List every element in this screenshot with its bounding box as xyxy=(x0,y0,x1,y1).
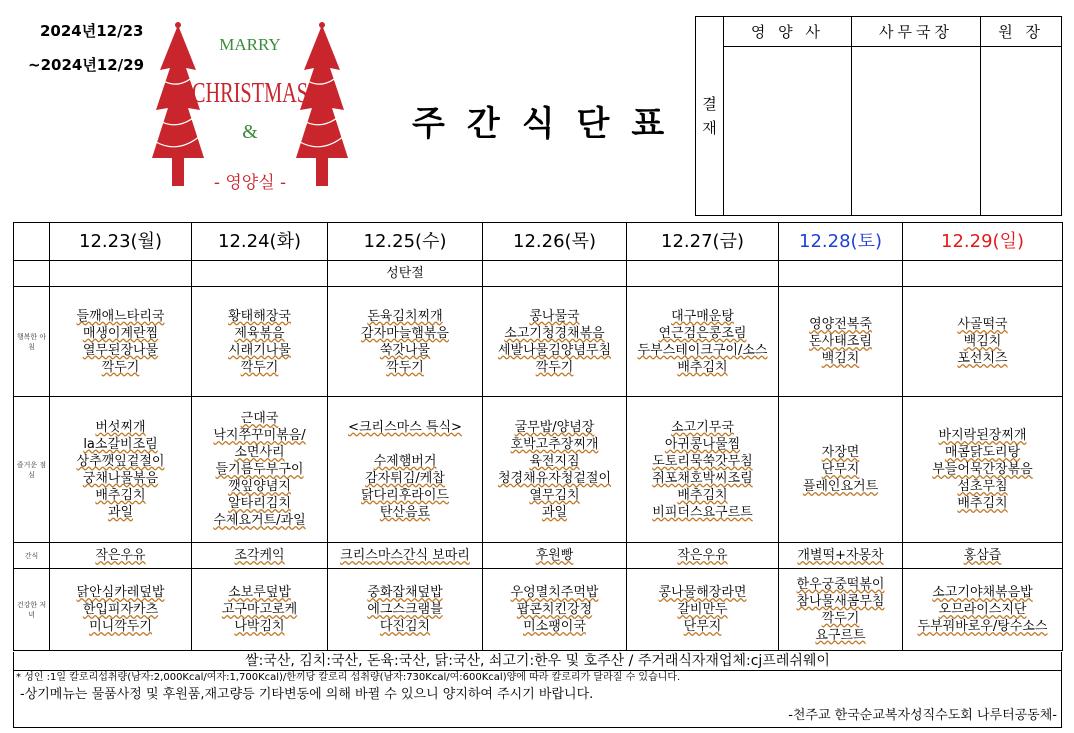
menu-item: 제육볶음 xyxy=(234,325,285,341)
menu-item: 중화잡채덮밥 xyxy=(367,585,443,600)
menu-item: 수제요거트/과일 xyxy=(213,513,306,528)
menu-cell xyxy=(328,543,483,569)
menu-item: 개별떡+자몽차 xyxy=(797,548,884,563)
meal-label: 행복한 아침 xyxy=(14,287,50,397)
menu-item: 돈사태조림 xyxy=(809,334,872,349)
menu-item: 도토리묵쑥갓무침 xyxy=(652,453,753,469)
meal-label: 건강한 저녁 xyxy=(14,569,50,651)
menu-item: 궁채나물볶음 xyxy=(82,470,159,486)
menu-item: 요구르트 xyxy=(815,627,866,643)
menu-item: 비피더스요구르트 xyxy=(652,504,753,520)
menu-cell xyxy=(328,287,483,397)
menu-item: 매생이계란찜 xyxy=(82,325,159,341)
menu-cell xyxy=(779,569,903,651)
menu-item: 굴무밥/양념장 xyxy=(514,419,595,435)
menu-item: 과일 xyxy=(541,504,568,520)
menu-item: 조각케익 xyxy=(234,548,285,563)
menu-item: 우엉멸치주먹밥 xyxy=(510,585,599,600)
menu-cell xyxy=(192,569,328,651)
holiday-cell: 성탄절 xyxy=(328,261,483,287)
date-wed: 12.25(수) xyxy=(328,223,483,261)
approval-sign-manager[interactable] xyxy=(851,47,980,216)
menu-item: 깻잎양념지 xyxy=(228,479,291,494)
menu-item: 크리스마스간식 보따리 xyxy=(340,548,470,563)
menu-item: 돈육김치찌개 xyxy=(367,308,443,324)
meal-label: 간식 xyxy=(14,543,50,569)
menu-item: 나박김치 xyxy=(234,619,285,634)
date-sun: 12.29(일) xyxy=(903,223,1063,261)
menu-item: 배추김치 xyxy=(957,496,1008,511)
date-thu: 12.26(목) xyxy=(483,223,627,261)
menu-cell xyxy=(903,543,1063,569)
approval-role-director: 원 장 xyxy=(981,17,1062,47)
menu-item: 고구마고로케 xyxy=(221,602,298,617)
menu-item: 섬초무침 xyxy=(957,479,1008,494)
meal-row-lunch xyxy=(14,397,1063,543)
menu-cell xyxy=(192,543,328,569)
menu-item: 육전지짐 xyxy=(529,453,580,469)
date-from: 2024년12/23 xyxy=(40,22,144,40)
logo-line4: - 영양실 - xyxy=(213,173,287,193)
christmas-logo xyxy=(150,10,350,210)
corner-cell xyxy=(14,223,50,261)
change-note: -상기메뉴는 물품사정 및 후원품,재고량등 기타변동에 의해 바뀔 수 있으니 양지하여 주시기 바랍니다. xyxy=(13,685,1062,705)
menu-item: 영양전복죽 xyxy=(809,317,872,332)
menu-item: 백김치 xyxy=(821,351,860,366)
date-mon: 12.23(월) xyxy=(50,223,192,261)
menu-cell xyxy=(50,397,192,543)
menu-item: 수제햄버거 xyxy=(373,453,437,469)
meal-row-breakfast xyxy=(14,287,1063,397)
menu-item: 팝콘치킨강정 xyxy=(516,602,593,617)
date-sat: 12.28(토) xyxy=(779,223,903,261)
logo-line2: CHRISTMAS xyxy=(192,77,308,109)
menu-item: 참나물새콤무침 xyxy=(796,593,885,609)
date-to: ~2024년12/29 xyxy=(28,56,145,74)
signature: -천주교 한국순교복자성직수도회 나루터공동체- xyxy=(13,705,1062,728)
menu-item: 깍두기 xyxy=(386,359,424,375)
corner-cell xyxy=(14,261,50,287)
menu-item: 사골떡국 xyxy=(957,317,1008,332)
approval-box xyxy=(695,16,1062,216)
menu-item: 다진김치 xyxy=(379,619,431,634)
menu-item: 갈비만두 xyxy=(677,602,728,617)
menu-cell xyxy=(483,397,627,543)
menu-item: 콩나물해장라면 xyxy=(658,585,747,600)
approval-role-manager: 사무국장 xyxy=(851,17,980,47)
menu-item: 근대국 xyxy=(240,411,279,426)
menu-cell xyxy=(192,287,328,397)
menu-item: 소고기무국 xyxy=(671,419,734,435)
ingredient-origin: 쌀:국산, 김치:국산, 돈육:국산, 닭:국산, 쇠고기:한우 및 호주산 / 주거래식자재업체:cj프레쉬웨이 xyxy=(13,652,1062,671)
menu-item: 감자튀김/케찹 xyxy=(365,470,445,486)
menu-item: 바지락된장찌개 xyxy=(938,428,1027,443)
menu-item: 황태해장국 xyxy=(228,308,291,324)
menu-item: 닭다리후라이드 xyxy=(361,487,449,503)
logo-line1: MARRY xyxy=(219,35,281,54)
menu-item: 미소팽이국 xyxy=(523,619,586,634)
logo-line3: & xyxy=(242,121,258,143)
menu-item: 깍두기 xyxy=(101,359,140,375)
menu-item: 작은우유 xyxy=(95,548,146,563)
meal-label: 즐거운 점심 xyxy=(14,397,50,543)
menu-item: 단무지 xyxy=(821,462,860,477)
menu-cell xyxy=(483,569,627,651)
menu-item: 단무지 xyxy=(683,619,722,634)
menu-cell xyxy=(903,397,1063,543)
holiday-cell xyxy=(903,261,1063,287)
menu-cell xyxy=(779,543,903,569)
date-row xyxy=(14,223,1063,261)
holiday-cell xyxy=(192,261,328,287)
holiday-cell xyxy=(627,261,779,287)
menu-item: 부들어묵간장볶음 xyxy=(932,462,1033,477)
menu-item: 배추김치 xyxy=(95,487,146,503)
menu-item: 과일 xyxy=(107,504,134,520)
menu-item: 아귀콩나물찜 xyxy=(664,436,741,452)
menu-item: la소갈비조림 xyxy=(83,436,158,452)
menu-item: 배추김치 xyxy=(677,487,728,503)
approval-sign-nutritionist[interactable] xyxy=(724,47,852,216)
menu-item: 작은우유 xyxy=(677,548,728,563)
menu-item: 소고기야채볶음밥 xyxy=(932,585,1033,600)
menu-cell xyxy=(192,397,328,543)
meal-row-dinner xyxy=(14,569,1063,651)
menu-item: 상추깻잎겉절이 xyxy=(76,453,165,469)
approval-role-nutritionist: 영 양 사 xyxy=(724,17,852,47)
menu-item: 깍두기 xyxy=(535,359,574,375)
holiday-cell xyxy=(483,261,627,287)
menu-item: 들기름두부구이 xyxy=(215,462,304,477)
approval-side-char: 결 xyxy=(702,95,717,113)
menu-cell xyxy=(627,287,779,397)
menu-item: 플레인요거트 xyxy=(802,479,879,494)
menu-item: 깍두기 xyxy=(821,610,860,626)
menu-item: 닭안심카레덮밥 xyxy=(76,585,165,600)
page-title: 주간식단표 xyxy=(412,104,687,144)
menu-cell xyxy=(627,397,779,543)
menu-cell xyxy=(328,397,483,543)
menu-item xyxy=(328,436,482,453)
date-range xyxy=(28,14,144,82)
menu-cell xyxy=(903,569,1063,651)
menu-item: 감자마늘햄볶음 xyxy=(361,325,449,341)
menu-item: 낙지쭈꾸미볶음/ xyxy=(213,428,306,443)
menu-item: <크리스마스 특식> xyxy=(348,419,462,435)
menu-item: 버섯찌개 xyxy=(95,419,146,435)
meal-row-snack xyxy=(14,543,1063,569)
menu-cell xyxy=(328,569,483,651)
menu-item: 소면사리 xyxy=(234,445,285,460)
menu-item: 깍두기 xyxy=(240,359,279,375)
menu-item: 세발나물김양념무침 xyxy=(497,342,612,358)
menu-item: 탄산음료 xyxy=(379,504,431,520)
approval-sign-director[interactable] xyxy=(981,47,1062,216)
menu-item: 미니깍두기 xyxy=(89,619,152,634)
menu-item: 열무된장나물 xyxy=(82,342,159,358)
menu-item: 자장면 xyxy=(821,445,860,460)
menu-cell xyxy=(483,543,627,569)
approval-side-label xyxy=(696,17,724,216)
menu-item: 들깨애느타리국 xyxy=(76,308,165,324)
menu-table xyxy=(13,222,1063,651)
menu-item: 에그스크램블 xyxy=(367,602,443,617)
holiday-row xyxy=(14,261,1063,287)
menu-item: 콩나물국 xyxy=(529,308,580,324)
menu-item: 소고기청경채볶음 xyxy=(504,325,605,341)
menu-item: 쥐포채호박씨조림 xyxy=(652,470,753,486)
menu-item: 홍삼즙 xyxy=(963,548,1002,563)
menu-item: 두부꿔바로우/탕수소스 xyxy=(917,619,1048,634)
menu-cell xyxy=(779,287,903,397)
date-fri: 12.27(금) xyxy=(627,223,779,261)
menu-item: 포선치즈 xyxy=(957,351,1008,366)
menu-item: 후원빵 xyxy=(535,548,574,563)
menu-cell xyxy=(50,287,192,397)
menu-item: 한입피자카츠 xyxy=(82,602,159,617)
menu-item: 오므라이스지단 xyxy=(938,602,1027,617)
menu-item: 알타리김치 xyxy=(228,496,291,511)
holiday-cell xyxy=(50,261,192,287)
menu-item: 시래기나물 xyxy=(228,342,291,358)
menu-item: 한우궁중떡볶이 xyxy=(796,576,885,592)
menu-item: 대구매운탕 xyxy=(671,308,734,324)
menu-cell xyxy=(483,287,627,397)
menu-item: 두부스테이크구이/소스 xyxy=(637,342,768,358)
menu-item: 백김치 xyxy=(963,334,1002,349)
menu-cell xyxy=(903,287,1063,397)
menu-item: 매콤닭도리탕 xyxy=(944,445,1021,460)
menu-cell xyxy=(627,543,779,569)
menu-cell xyxy=(50,543,192,569)
menu-cell xyxy=(627,569,779,651)
menu-cell xyxy=(50,569,192,651)
menu-item: 쑥갓나물 xyxy=(379,342,431,358)
menu-item: 연근검은콩조림 xyxy=(658,325,747,341)
date-tue: 12.24(화) xyxy=(192,223,328,261)
footer-notes xyxy=(13,652,1062,728)
approval-side-char: 재 xyxy=(702,119,717,137)
menu-item: 열무김치 xyxy=(529,487,580,503)
menu-item: 호박고추장찌개 xyxy=(510,436,599,452)
calorie-note: * 성인 :1일 칼로리섭취량(남자:2,000Kcal/여자:1,700Kcal)/한끼당 칼로리 섭취량(남자:730Kcal/여:600Kcal)양에 따라 칼로리가 달라질 수 있습니다. xyxy=(13,671,1062,685)
menu-item: 청경채유자청겉절이 xyxy=(497,470,612,486)
holiday-cell xyxy=(779,261,903,287)
menu-item: 소보루덮밥 xyxy=(228,585,291,600)
menu-item: 배추김치 xyxy=(677,359,728,375)
menu-cell xyxy=(779,397,903,543)
